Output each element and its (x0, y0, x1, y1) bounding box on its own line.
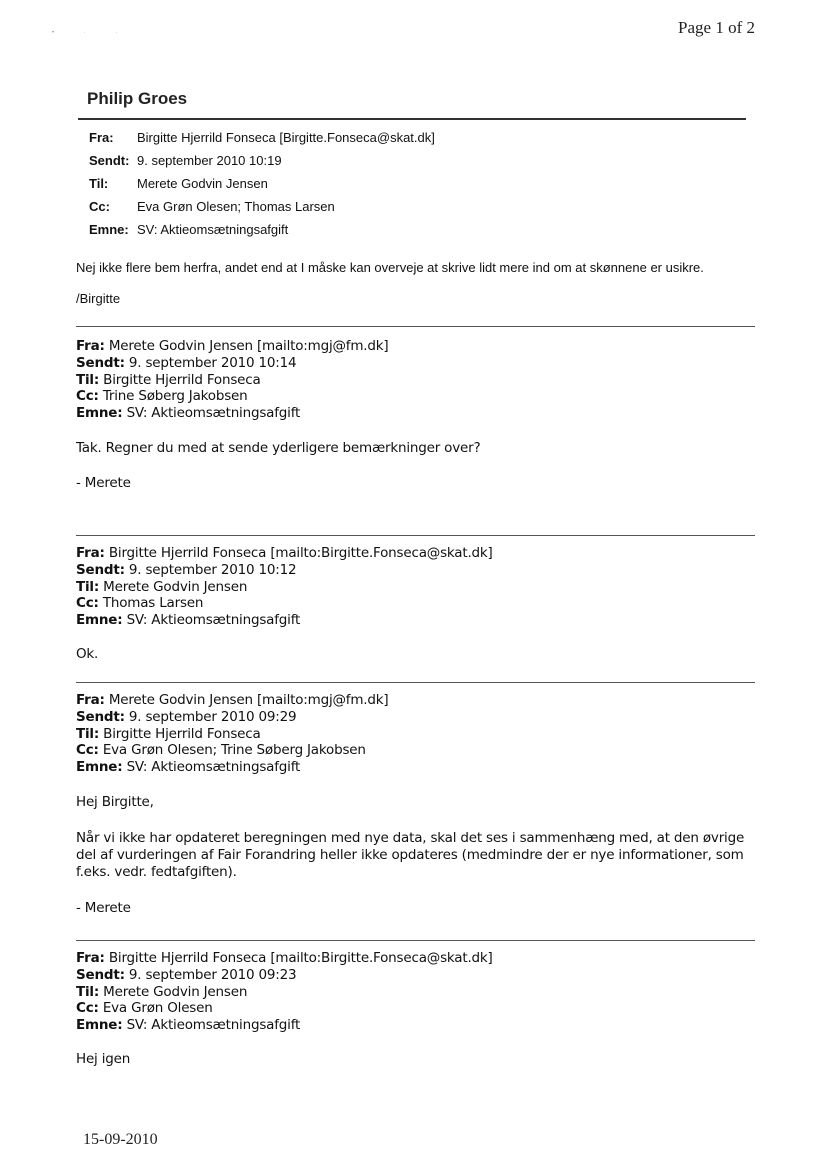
cc-value: Thomas Larsen (102, 595, 204, 612)
to-value: Merete Godvin Jensen (103, 578, 248, 595)
subject-value: SV: Aktieomsætningsafgift (126, 612, 301, 629)
sent-label: Sendt: (76, 561, 125, 578)
page-number: Page 1 of 2 (678, 18, 755, 37)
to-label: Til: (76, 983, 100, 1000)
message-body-paragraph: Ok. (76, 646, 99, 662)
sender-name: Philip Groes (87, 89, 188, 108)
subject-value: SV: Aktieomsætningsafgift (126, 1017, 301, 1034)
cc-label: Cc: (89, 199, 110, 214)
message-header (76, 950, 766, 1034)
subject-label: Emne: (89, 222, 129, 237)
cc-value: Eva Grøn Olesen; Trine Søberg Jakobsen (102, 742, 366, 759)
top-message-header (89, 129, 435, 238)
cc-value: Eva Grøn Olesen; Thomas Larsen (137, 199, 335, 214)
cc-label: Cc: (76, 595, 99, 612)
from-label: Fra: (89, 130, 114, 145)
subject-label: Emne: (76, 1017, 123, 1034)
scan-specks: • · · (52, 30, 132, 36)
top-body-signature: /Birgitte (76, 291, 121, 306)
from-label: Fra: (76, 545, 105, 561)
cc-value: Trine Søberg Jakobsen (102, 388, 248, 405)
message-divider (76, 940, 755, 941)
cc-label: Cc: (76, 742, 99, 759)
footer-date: 15-09-2010 (83, 1131, 158, 1148)
top-body-paragraph: Nej ikke flere bem herfra, andet end at I måske kan overveje at skrive lidt mere ind om at skønnene er usikre. (76, 260, 704, 275)
sent-value: 9. september 2010 09:29 (128, 708, 297, 725)
cc-label: Cc: (76, 1000, 99, 1017)
subject-value: SV: Aktieomsætningsafgift (137, 222, 289, 237)
from-value: Merete Godvin Jensen [mailto:mgj@fm.dk] (108, 692, 389, 708)
sent-value: 9. september 2010 10:14 (128, 354, 297, 371)
to-value: Merete Godvin Jensen (103, 983, 248, 1000)
sent-label: Sendt: (76, 966, 125, 983)
sent-label: Sendt: (89, 153, 130, 168)
message-divider (76, 682, 755, 683)
from-label: Fra: (76, 338, 105, 354)
to-value: Merete Godvin Jensen (137, 176, 268, 191)
to-label: Til: (76, 725, 100, 742)
sent-value: 9. september 2010 10:12 (128, 561, 297, 578)
sent-label: Sendt: (76, 708, 125, 725)
subject-label: Emne: (76, 405, 123, 422)
message-signature: - Merete (76, 900, 131, 916)
message-body-paragraph: Når vi ikke har opdateret beregningen med nye data, skal det ses i sammenhæng med, at den øvrige del af vurderingen af Fair Forandring heller ikke opdateres (medmindre der er nye informationer, som f.eks. vedr. fedtafgiften). (76, 830, 745, 880)
message-body-paragraph: Hej igen (76, 1051, 131, 1067)
message-divider (76, 326, 755, 327)
message-greeting: Hej Birgitte, (76, 794, 154, 810)
message-divider (76, 535, 755, 536)
message-header (76, 545, 766, 629)
subject-value: SV: Aktieomsætningsafgift (126, 405, 301, 422)
message-header (76, 692, 766, 776)
from-label: Fra: (76, 950, 105, 966)
cc-value: Eva Grøn Olesen (102, 1000, 213, 1017)
header-divider (78, 118, 746, 120)
message-header (76, 338, 766, 422)
from-value: Birgitte Hjerrild Fonseca [mailto:Birgitte.Fonseca@skat.dk] (108, 950, 493, 966)
to-label: Til: (76, 578, 100, 595)
sent-value: 9. september 2010 09:23 (128, 966, 297, 983)
from-label: Fra: (76, 692, 105, 708)
subject-label: Emne: (76, 759, 123, 776)
to-label: Til: (89, 176, 109, 191)
sent-label: Sendt: (76, 354, 125, 371)
from-value: Birgitte Hjerrild Fonseca [Birgitte.Fonseca@skat.dk] (137, 130, 435, 145)
message-body-paragraph: Tak. Regner du med at sende yderligere bemærkninger over? (76, 440, 481, 456)
sent-value: 9. september 2010 10:19 (137, 153, 282, 168)
subject-value: SV: Aktieomsætningsafgift (126, 759, 301, 776)
to-value: Birgitte Hjerrild Fonseca (103, 725, 261, 742)
subject-label: Emne: (76, 612, 123, 629)
from-value: Merete Godvin Jensen [mailto:mgj@fm.dk] (108, 338, 389, 354)
from-value: Birgitte Hjerrild Fonseca [mailto:Birgitte.Fonseca@skat.dk] (108, 545, 493, 561)
to-value: Birgitte Hjerrild Fonseca (103, 371, 261, 388)
message-signature: - Merete (76, 475, 131, 491)
cc-label: Cc: (76, 388, 99, 405)
to-label: Til: (76, 371, 100, 388)
